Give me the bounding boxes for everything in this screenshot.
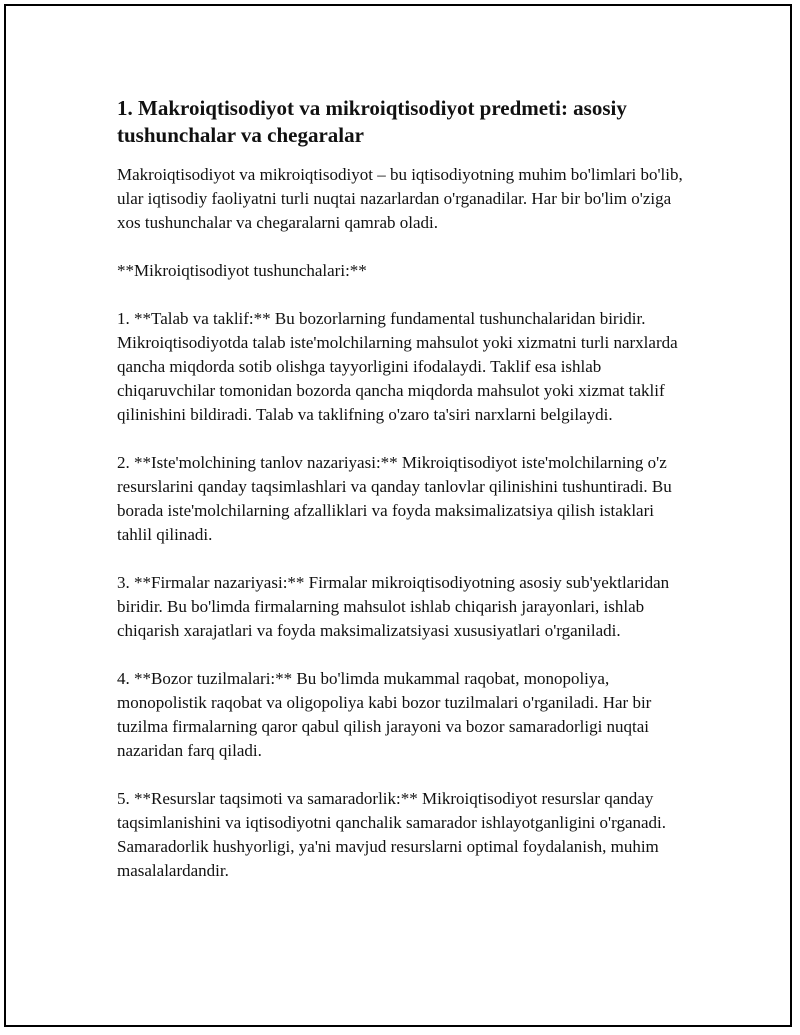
list-item-consumer-choice: 2. **Iste'molchining tanlov nazariyasi:** Mikroiqtisodiyot iste'molchilarning o'z resurslarini qanday taqsimlashlari va qanday tanlovlar qilinishini tushuntiradi. Bu borada iste'molchilarning afzalliklari va foyda maksimalizatsiya qilish istaklari tahlil qilinadi. bbox=[117, 453, 672, 544]
document-body bbox=[117, 95, 685, 907]
intro-paragraph: Makroiqtisodiyot va mikroiqtisodiyot – bu iqtisodiyotning muhim bo'limlari bo'lib, ular iqtisodiy faoliyatni turli nuqtai nazarlardan o'rganadilar. Har bir bo'lim o'ziga xos tushunchalar va chegaralarni qamrab oladi. bbox=[117, 165, 683, 232]
list-item-market-structures: 4. **Bozor tuzilmalari:** Bu bo'limda mukammal raqobat, monopoliya, monopolistik raqobat va oligopoliya kabi bozor tuzilmalari o'rganiladi. Har bir tuzilma firmalarning qaror qabul qilish jarayoni va bozor samaradorligi nuqtai nazaridan farq qiladi. bbox=[117, 669, 652, 760]
subsection-heading: **Mikroiqtisodiyot tushunchalari:** bbox=[117, 261, 367, 280]
list-item-demand-supply: 1. **Talab va taklif:** Bu bozorlarning fundamental tushunchalaridan biridir. Mikroiqtisodiyotda talab iste'molchilarning mahsulot yoki xizmatni turli narxlarda qancha miqdorda sotib olishga tayyorligini ifodalaydi. Taklif esa ishlab chiqaruvchilar tomonidan bozorda qancha miqdorda mahsulot yoki xizmat taklif qilinishini bildiradi. Talab va taklifning o'zaro ta'siri narxlarni belgilaydi. bbox=[117, 309, 678, 424]
section-heading: 1. Makroiqtisodiyot va mikroiqtisodiyot predmeti: asosiy tushunchalar va chegaralar bbox=[117, 96, 627, 147]
list-item-resource-allocation: 5. **Resurslar taqsimoti va samaradorlik:** Mikroiqtisodiyot resurslar qanday taqsimlanishini va iqtisodiyotni qanchalik samarador ishlayotganligini o'rganadi. Samaradorlik hushyorligi, ya'ni mavjud resurslarni optimal foydalanish, muhim masalalardandir. bbox=[117, 789, 667, 880]
list-item-firm-theory: 3. **Firmalar nazariyasi:** Firmalar mikroiqtisodiyotning asosiy sub'yektlaridan biridir. Bu bo'limda firmalarning mahsulot ishlab chiqarish jarayonlari, ishlab chiqarish xarajatlari va foyda maksimalizatsiyasi xususiyatlari o'rganiladi. bbox=[117, 573, 670, 640]
